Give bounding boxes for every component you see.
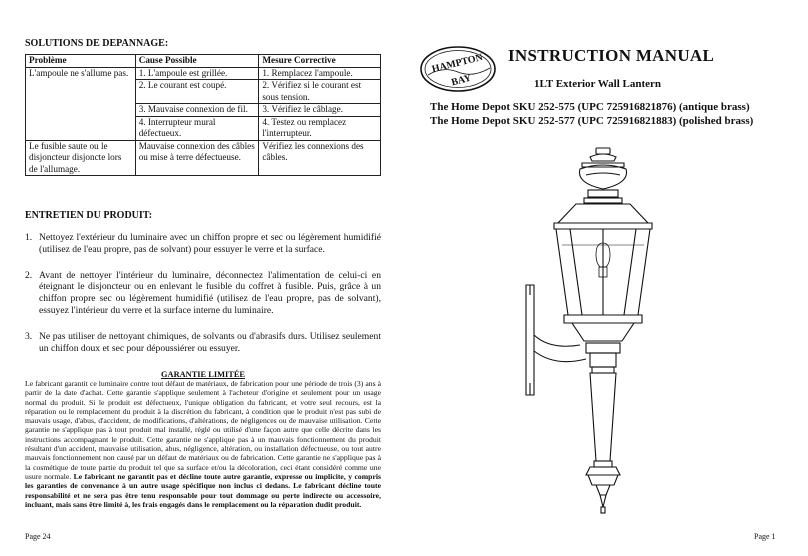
list-item-text: Nettoyez l'extérieur du luminaire avec un chiffon propre et sec ou légèrement humidifié (utilisez de l'eau propre, pas de solvant) pour essuyer le verre et la surface. bbox=[39, 232, 381, 255]
fix-cell: Vérifiez les connexions des câbles. bbox=[259, 140, 381, 176]
header-problem: Problème bbox=[26, 55, 136, 68]
fix-cell: 3. Vérifiez le câblage. bbox=[259, 104, 381, 117]
page-number-right: Page 1 bbox=[754, 532, 776, 541]
header-fix: Mesure Corrective bbox=[259, 55, 381, 68]
fix-cell: 4. Testez ou remplacez l'interrupteur. bbox=[259, 116, 381, 140]
sku-line-polished-brass: The Home Depot SKU 252-577 (UPC 725916821883) (polished brass) bbox=[430, 115, 754, 127]
list-item-text: Ne pas utiliser de nettoyant chimiques, de solvants ou d'abrasifs durs. Utilisez seulement un chiffon doux et sec pour dépoussiérer ou essuyer. bbox=[39, 330, 381, 354]
maintenance-list bbox=[25, 232, 381, 368]
cause-cell: 2. Le courant est coupé. bbox=[135, 80, 259, 104]
fix-cell: 1. Remplacez l'ampoule. bbox=[259, 67, 381, 80]
hampton-bay-logo bbox=[418, 44, 498, 94]
table-row bbox=[26, 67, 381, 80]
problem-cell: Le fusible saute ou le disjoncteur disjoncte lors de l'allumage. bbox=[26, 140, 136, 176]
warranty-bold-text: Le fabricant ne garantit pas et décline toute autre garantie, expresse ou implicite, y compris les garanties de convenance à un autre usage spécifique non inclus ci dedans. Le fabricant décline toute responsabilité et ne sera pas être tenu responsable pour tout dommage ou perte indirecte ou accessoire, incluant, mais sans être limité à, les frais engagés dans le remplacement ou la réparation dudit produit. bbox=[25, 471, 381, 509]
sku-line-antique-brass: The Home Depot SKU 252-575 (UPC 725916821876) (antique brass) bbox=[430, 101, 750, 113]
table-header-row bbox=[26, 55, 381, 68]
troubleshooting-heading: SOLUTIONS DE DEPANNAGE: bbox=[25, 38, 169, 49]
list-item-number: 1. bbox=[25, 232, 33, 243]
problem-cell: L'ampoule ne s'allume pas. bbox=[26, 67, 136, 140]
warranty-title: GARANTIE LIMITÉE bbox=[161, 370, 245, 379]
warranty-body bbox=[25, 379, 381, 509]
maintenance-heading: ENTRETIEN DU PRODUIT: bbox=[25, 210, 153, 221]
cause-cell: Mauvaise connexion des câbles ou mise à terre défectueuse. bbox=[135, 140, 259, 176]
list-item-number: 2. bbox=[25, 269, 33, 281]
header-cause: Cause Possible bbox=[135, 55, 259, 68]
list-item-number: 3. bbox=[25, 330, 33, 342]
logo-text-bottom: BAY bbox=[450, 72, 473, 89]
cause-cell: 4. Interrupteur mural défectueux. bbox=[135, 116, 259, 140]
list-item bbox=[25, 232, 381, 256]
manual-title: INSTRUCTION MANUAL bbox=[508, 46, 715, 65]
troubleshooting-table bbox=[25, 54, 381, 176]
list-item-text: Avant de nettoyer l'intérieur du luminaire, déconnectez l'alimentation de celui-ci en éteignant le disjoncteur ou en enlevant le fusible du coffret à fusible. Puis, grâce à un chiffon propre sec ou légèrement humidifié (utilisez de l'eau propre, pas de solvant), essuyez l'intérieur du verre et la surface interne du luminaire. bbox=[39, 269, 381, 316]
warranty-text: Le fabricant garantit ce luminaire contre tout défaut de matériaux, de fabrication pour une période de trois (3) ans à partir de la date d'achat. Cette garantie s'applique seulement à l'acheteur d'origine et seulement pour un usage normal du produit. Si le produit est défectueux, l'unique obligation du fabricant, et votre seul recours, est la réparation ou le remplacement du produit à la discrétion du fabricant, à condition que le produit n'est pas subi de mauvais usage, d'abus, d'accident, de modifications, d'altérations, de négligences ou de mauvaise utilisation. Cette garantie ne s'applique pas à tout produit mal installé, réglé ou utilisé d'une façon autre que celle décrite dans les instructions accompagnant le produit. Cette garantie ne s'applique pas à un mauvais fonctionnement du produit résultant d'un accident, mauvaise utilisation, abus, négligence, altération, ou installation défectueuse, ou tout autre mauvais fonctionnement non causé par un défaut de matériaux ou de fabrication. Cette garantie ne s'applique pas à la cosmétique de toute partie du produit tel que sa surface et/ou la décoloration, ceci étant considéré comme une usure normale. bbox=[25, 379, 381, 481]
cause-cell: 3. Mauvaise connexion de fil. bbox=[135, 104, 259, 117]
table-row bbox=[26, 140, 381, 176]
cause-cell: 1. L'ampoule est grillée. bbox=[135, 67, 259, 80]
wall-lantern-illustration bbox=[510, 145, 660, 530]
list-item bbox=[25, 270, 381, 317]
troubleshooting-section bbox=[25, 38, 381, 176]
fix-cell: 2. Vérifiez si le courant est sous tension. bbox=[259, 80, 381, 104]
page-number-left: Page 24 bbox=[25, 532, 51, 541]
product-subtitle: 1LT Exterior Wall Lantern bbox=[534, 78, 662, 90]
logo-text-top: HAMPTON bbox=[430, 51, 484, 76]
list-item bbox=[25, 331, 381, 355]
